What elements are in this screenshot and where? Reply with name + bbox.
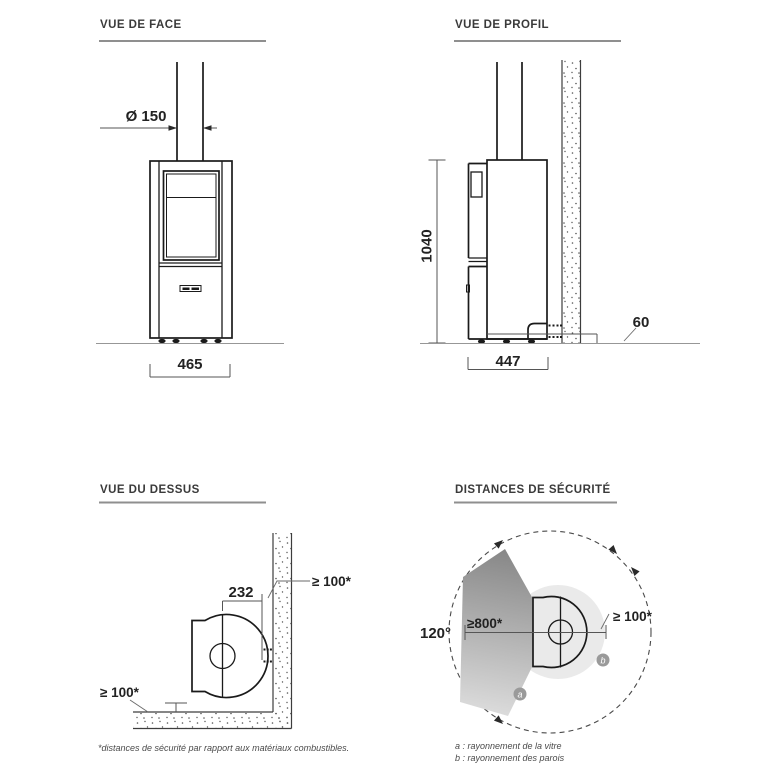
wall-right xyxy=(274,533,291,728)
flue-diameter-label: Ø 150 xyxy=(125,108,167,125)
front-distance-label: ≥800* xyxy=(467,616,503,631)
angle-label: 120° xyxy=(420,625,452,642)
legend-a: a : rayonnement de la vitre xyxy=(455,741,562,751)
outlet-height-label: 60 xyxy=(632,314,650,331)
profile-height-label: 1040 xyxy=(418,229,436,263)
wall-bottom xyxy=(133,713,291,728)
safety-distances-view xyxy=(420,483,653,763)
arc-arrow-upper-right-a xyxy=(608,545,619,556)
center-to-wall-label: 232 xyxy=(228,584,254,601)
profile-view xyxy=(419,19,701,370)
profile-view-title: VUE DE PROFIL xyxy=(455,19,550,31)
front-width-label: 465 xyxy=(177,356,203,373)
wall-section xyxy=(563,60,580,344)
top-view xyxy=(98,484,352,753)
badge-a-letter: a xyxy=(517,689,523,700)
safety-view-title: DISTANCES DE SÉCURITÉ xyxy=(455,484,611,496)
front-view-title: VUE DE FACE xyxy=(100,19,182,31)
front-view xyxy=(96,19,284,377)
side-distance-label: ≥ 100* xyxy=(613,609,652,624)
top-view-title: VUE DU DESSUS xyxy=(100,484,200,496)
clearance-bottom-label: ≥ 100* xyxy=(100,685,139,700)
arc-arrow-bottom-left xyxy=(494,715,505,726)
profile-depth-label: 447 xyxy=(495,353,521,370)
clearance-right-label: ≥ 100* xyxy=(312,574,351,589)
safety-footnote: *distances de sécurité par rapport aux matériaux combustibles. xyxy=(98,743,350,753)
legend-b: b : rayonnement des parois xyxy=(455,753,565,763)
badge-b-letter: b xyxy=(600,655,606,666)
